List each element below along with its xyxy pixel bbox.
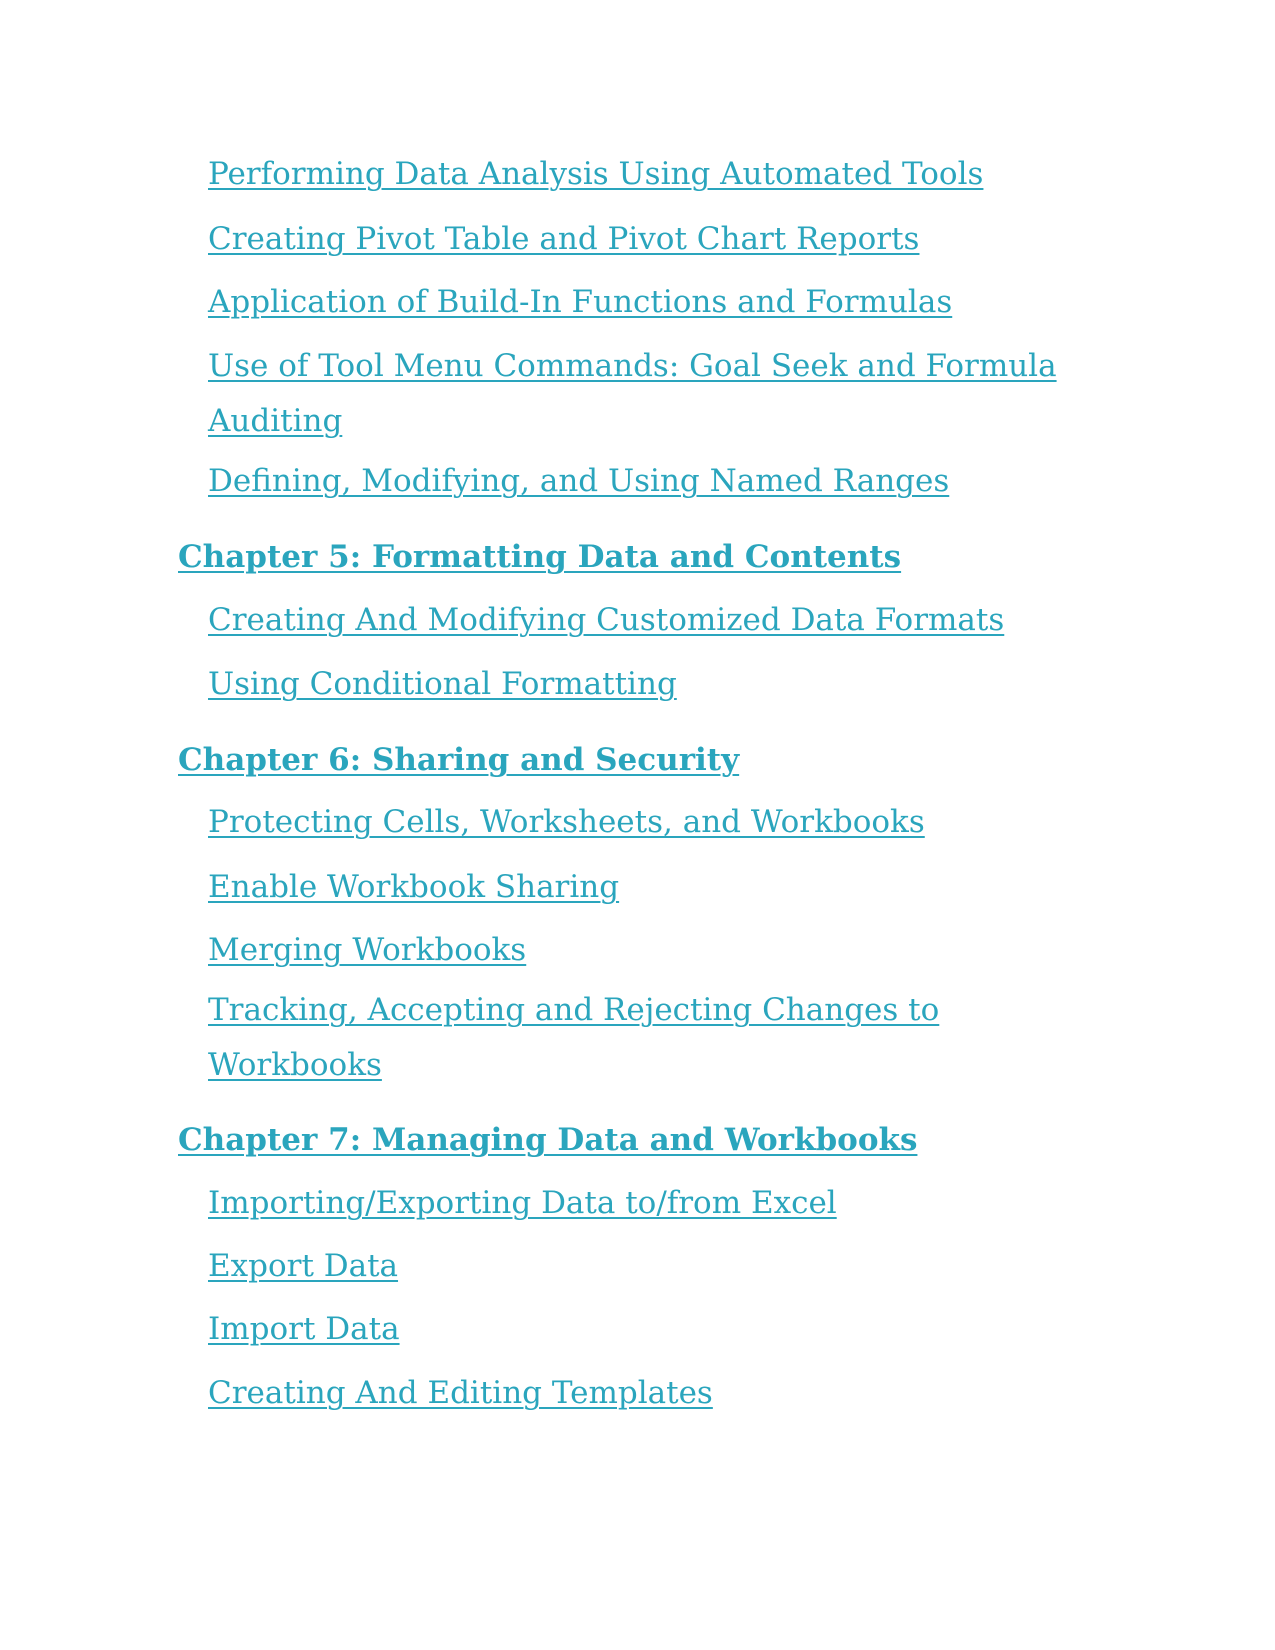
toc-link-conditional-formatting[interactable]: Using Conditional Formatting — [208, 666, 677, 702]
toc-link-importing-exporting[interactable]: Importing/Exporting Data to/from Excel — [208, 1185, 837, 1221]
toc-chapter-5[interactable]: Chapter 5: Formatting Data and Contents — [178, 539, 902, 575]
toc-link-export-data[interactable]: Export Data — [208, 1248, 399, 1284]
toc-link-named-ranges[interactable]: Defining, Modifying, and Using Named Ranges — [208, 463, 950, 499]
toc-link-workbook-sharing[interactable]: Enable Workbook Sharing — [208, 869, 620, 905]
toc-link-data-analysis-tools[interactable]: Performing Data Analysis Using Automated Tools — [208, 156, 984, 192]
toc-chapter-6[interactable]: Chapter 6: Sharing and Security — [178, 742, 740, 778]
toc-link-pivot-table-reports[interactable]: Creating Pivot Table and Pivot Chart Reports — [208, 221, 920, 257]
toc-link-merging-workbooks[interactable]: Merging Workbooks — [208, 932, 527, 968]
toc-chapter-7[interactable]: Chapter 7: Managing Data and Workbooks — [178, 1122, 918, 1158]
toc-link-built-in-functions[interactable]: Application of Build-In Functions and Formulas — [208, 284, 953, 320]
toc-link-templates[interactable]: Creating And Editing Templates — [208, 1375, 713, 1411]
toc-link-protecting-cells[interactable]: Protecting Cells, Worksheets, and Workbooks — [208, 804, 925, 840]
toc-link-tracking-changes[interactable]: Tracking, Accepting and Rejecting Changes to Workbooks — [208, 992, 940, 1083]
toc-link-import-data[interactable]: Import Data — [208, 1311, 400, 1347]
toc-link-goal-seek-auditing[interactable]: Use of Tool Menu Commands: Goal Seek and Formula Auditing — [208, 348, 1057, 439]
toc-link-customized-data-formats[interactable]: Creating And Modifying Customized Data Formats — [208, 602, 1005, 638]
